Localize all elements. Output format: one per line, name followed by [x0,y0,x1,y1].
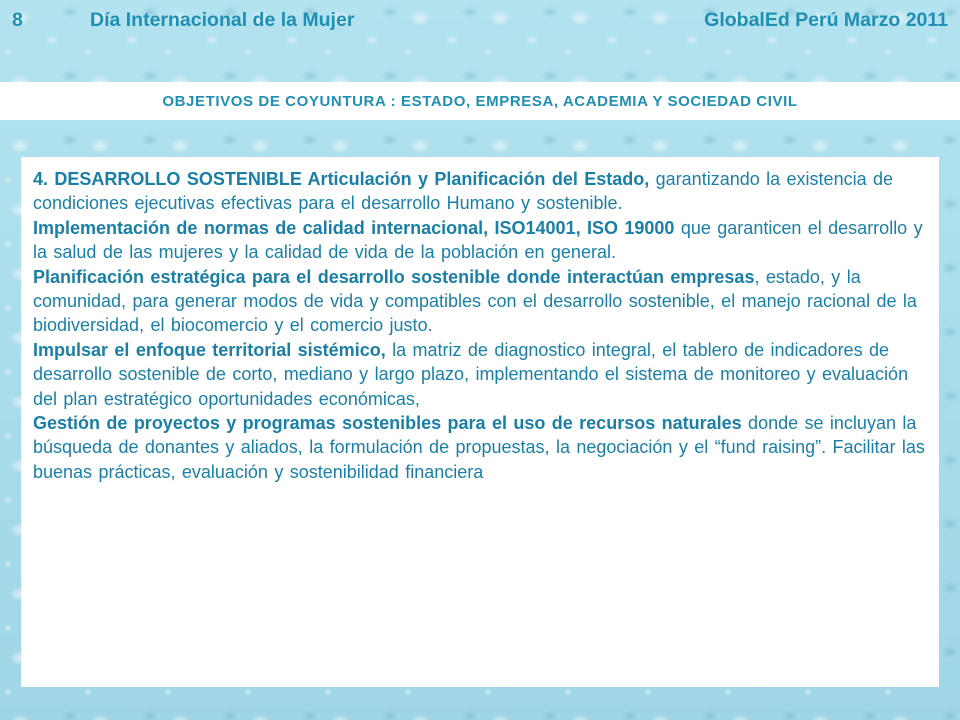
paragraph-4-text: la matriz de diagnostico integral, el tablero de indicadores de desarrollo sostenible de corto, mediano y largo plazo, implementando el sistema de monitoreo y evaluación del plan estratégico oportunidades económicas, [33,339,909,409]
paragraph-strategic-planning [33,265,931,338]
banner-title: OBJETIVOS DE COYUNTURA : ESTADO, EMPRESA, ACADEMIA Y SOCIEDAD CIVIL [162,92,798,110]
organization-date: GlobalEd Perú Marzo 2011 [704,8,948,31]
objectives-banner [0,82,960,120]
paragraph-3-text: , estado, y la comunidad, para generar modos de vida y compatibles con el desarrollo sostenible, el manejo racional de la biodiversidad, el biocomercio y el comercio justo. [33,266,917,336]
paragraph-sustainable-development [33,167,931,216]
paragraph-territorial-approach [33,338,931,411]
slide-header [0,0,960,40]
paragraph-project-management [33,411,931,484]
header-left [0,9,354,32]
content-box [21,157,939,687]
paragraph-quality-standards [33,216,931,265]
paragraph-2-bold: Implementación de normas de calidad internacional, ISO14001, ISO 19000 [33,217,675,238]
paragraph-3-bold: Planificación estratégica para el desarrollo sostenible donde interactúan empresas [33,266,755,287]
paragraph-1-bold: 4. DESARROLLO SOSTENIBLE Articulación y Planificación del Estado, [33,169,650,189]
paragraph-5-bold: Gestión de proyectos y programas sostenibles para el uso de recursos naturales [33,413,742,434]
paragraph-1-text: garantizando la existencia de condiciones ejecutivas efectivas para el desarrollo Humano y sostenible. [33,169,894,214]
paragraph-4-bold: Impulsar el enfoque territorial sistémico, [33,339,386,360]
slide-number: 8 [12,8,23,31]
presentation-title: Día Internacional de la Mujer [90,8,355,31]
paragraph-2-text: que garanticen el desarrollo y la salud de las mujeres y la calidad de vida de la población en general. [33,217,923,263]
paragraph-5-text: donde se incluyan la búsqueda de donantes y aliados, la formulación de propuestas, la negociación y el “fund raising”. Facilitar las buenas prácticas, evaluación y sostenibilidad financiera [33,413,925,482]
